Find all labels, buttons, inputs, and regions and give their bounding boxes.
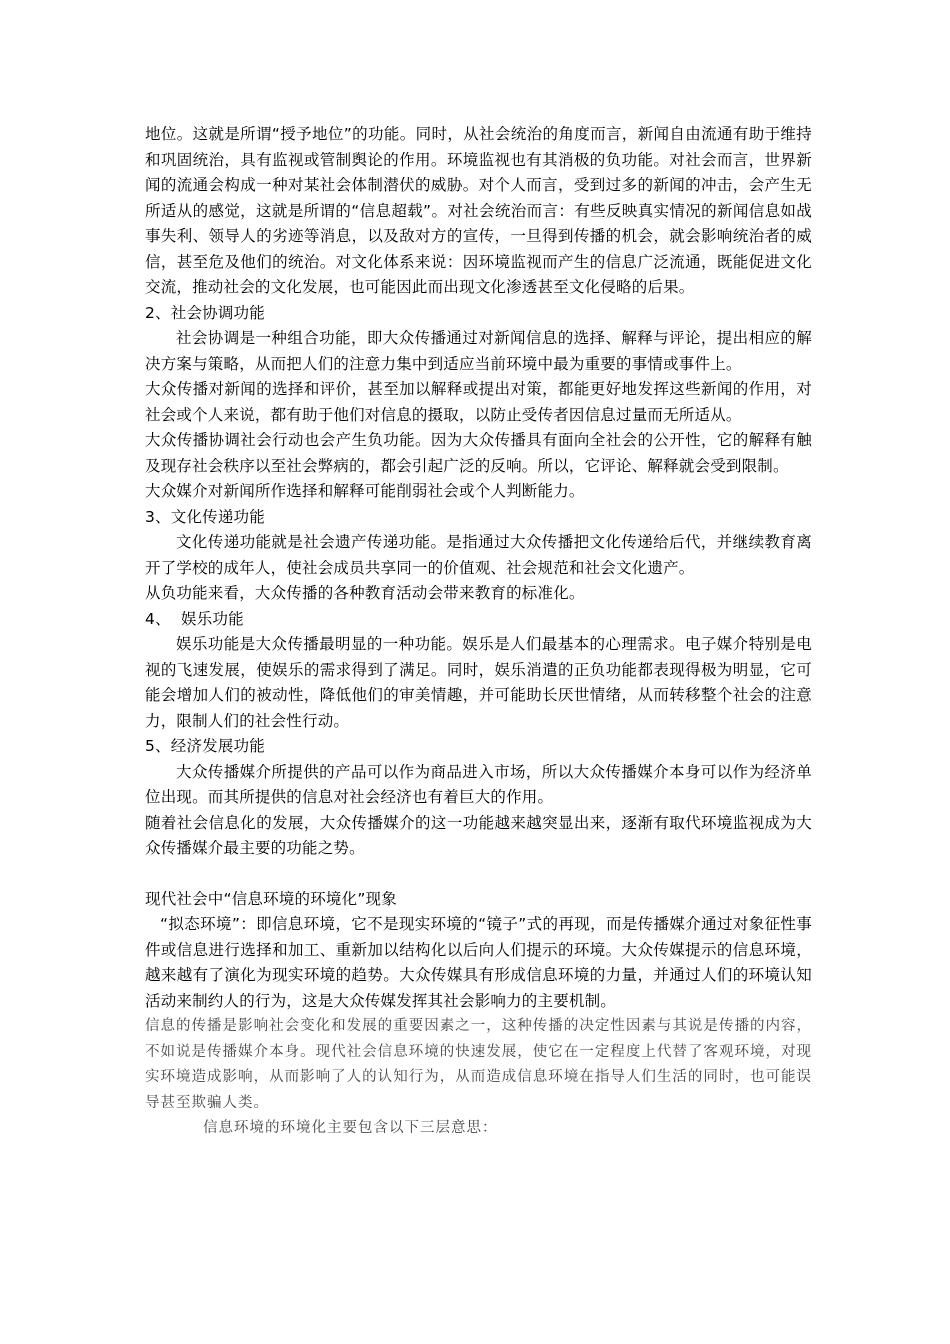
document-body bbox=[145, 122, 812, 1142]
paragraph-coordination-judgment: 大众媒介对新闻所作选择和解释可能削弱社会或个人判断能力。 bbox=[145, 482, 585, 500]
paragraph-culture-definition: 文化传递功能就是社会遗产传递功能。是指通过大众传播把文化传递给后代，并继续教育离开了学校的成年人，使社会成员共享同一的价值观、社会规范和社会文化遗产。 bbox=[145, 533, 812, 577]
paragraph-coordination-definition: 社会协调是一种组合功能，即大众传播通过对新闻信息的选择、解释与评论，提出相应的解决方案与策略，从而把人们的注意力集中到适应当前环境中最为重要的事情或事件上。 bbox=[145, 329, 812, 373]
paragraph-entertainment: 娱乐功能是大众传播最明显的一种功能。娱乐是人们最基本的心理需求。电子媒介特别是电视的飞速发展，使娱乐的需求得到了满足。同时，娱乐消遣的正负功能都表现得极为明显，它可能会增加人们的被动性，降低他们的审美情趣，并可能助长厌世情绪，从而转移整个社会的注意力，限制人们的社会性行动。 bbox=[145, 635, 812, 730]
paragraph-intro: 地位。这就是所谓“授予地位”的功能。同时，从社会统治的角度而言，新闻自由流通有助于维持和巩固统治，具有监视或管制舆论的作用。环境监视也有其消极的负功能。对社会而言，世界新闻的流通会构成一种对某社会体制潜伏的威胁。对个人而言，受到过多的新闻的冲击，会产生无所适从的感觉，这就是所谓的“信息超载”。对社会统治而言：有些反映真实情况的新闻信息如战事失利、领导人的劣迹等消息，以及敌对方的宣传，一旦得到传播的机会，就会影响统治者的威信，甚至危及他们的统治。对文化体系来说：因环境监视而产生的信息广泛流通，既能促进文化交流，推动社会的文化发展，也可能因此而出现文化渗透甚至文化侵略的后果。 bbox=[145, 125, 812, 296]
paragraph-economic-trend: 随着社会信息化的发展，大众传播媒介的这一功能越来越突显出来，逐渐有取代环境监视成为大众传播媒介最主要的功能之势。 bbox=[145, 813, 812, 857]
paragraph-coordination-negative: 大众传播协调社会行动也会产生负功能。因为大众传播具有面向全社会的公开性，它的解释有触及现存社会秩序以至社会弊病的，都会引起广泛的反响。所以，它评论、解释就会受到限制。 bbox=[145, 431, 812, 475]
heading-social-coordination: 2、社会协调功能 bbox=[145, 303, 265, 322]
heading-information-environment: 现代社会中“信息环境的环境化”现象 bbox=[145, 889, 397, 908]
paragraph-medium-determinism: 信息的传播是影响社会变化和发展的重要因素之一，这种传播的决定性因素与其说是传播的内容，不如说是传播媒介本身。现代社会信息环境的快速发展，使它在一定程度上代替了客观环境，对现实环境造成影响，从而影响了人的认知行为，从而造成信息环境在指导人们生活的同时，也可能误导甚至欺骗人类。 bbox=[145, 1018, 812, 1111]
paragraph-pseudo-environment: “拟态环境”：即信息环境，它不是现实环境的“镜子”式的再现，而是传播媒介通过对象征性事件或信息进行选择和加工、重新加以结构化以后向人们提示的环境。大众传媒提示的信息环境，越来越有了演化为现实环境的趋势。大众传媒具有形成信息环境的力量，并通过人们的环境认知活动来制约人的行为，这是大众传媒发挥其社会影响力的主要机制。 bbox=[145, 915, 812, 1010]
blank-line bbox=[145, 862, 812, 887]
paragraph-coordination-evaluation: 大众传播对新闻的选择和评价，甚至加以解释或提出对策，都能更好地发挥这些新闻的作用，对社会或个人来说，都有助于他们对信息的摄取，以防止受传者因信息过量而无所适从。 bbox=[145, 380, 812, 424]
heading-entertainment: 4、 娱乐功能 bbox=[145, 609, 244, 628]
paragraph-economic-unit: 大众传播媒介所提供的产品可以作为商品进入市场，所以大众传播媒介本身可以作为经济单位出现。而其所提供的信息对社会经济也有着巨大的作用。 bbox=[145, 762, 812, 806]
heading-economic-development: 5、经济发展功能 bbox=[145, 737, 265, 755]
paragraph-three-meanings: 信息环境的环境化主要包含以下三层意思： bbox=[203, 1120, 498, 1136]
heading-culture-transmission: 3、文化传递功能 bbox=[145, 507, 265, 526]
paragraph-culture-negative: 从负功能来看，大众传播的各种教育活动会带来教育的标准化。 bbox=[145, 584, 585, 602]
